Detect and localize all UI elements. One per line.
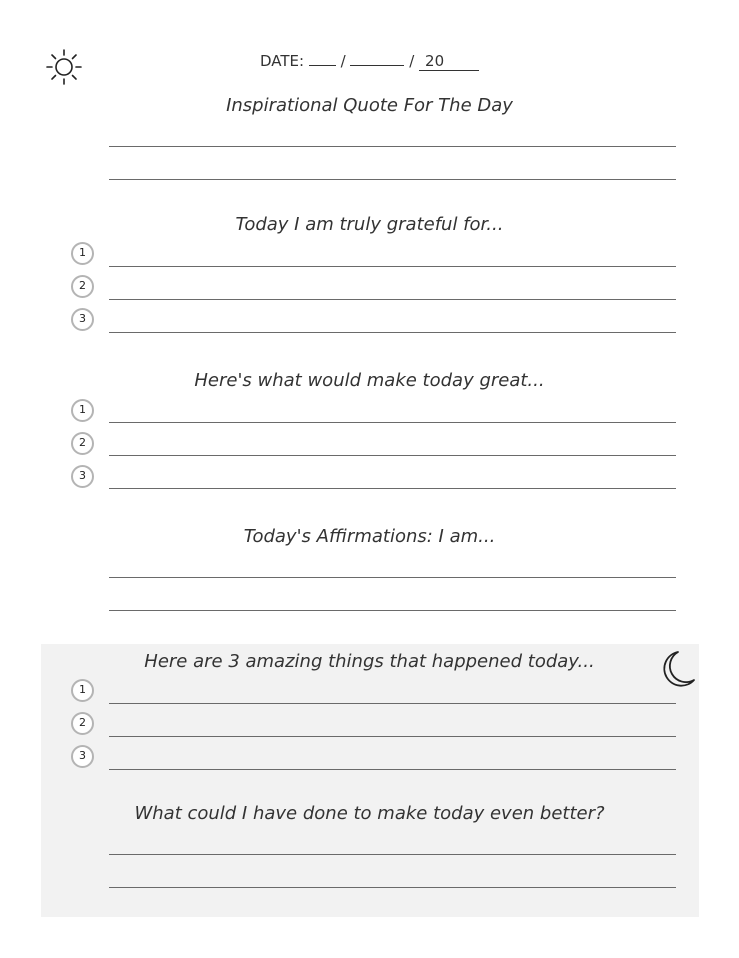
date-year-field[interactable]	[419, 52, 479, 71]
amazing-line-2[interactable]	[109, 736, 676, 737]
amazing-line-3[interactable]	[109, 769, 676, 770]
amazing-number-1: 1	[71, 679, 94, 702]
great-line-2[interactable]	[109, 455, 676, 456]
quote-line-1[interactable]	[109, 146, 676, 147]
great-number-2: 2	[71, 432, 94, 455]
grateful-heading: Today I am truly grateful for...	[235, 214, 504, 235]
better-heading: What could I have done to make today even better?	[134, 803, 605, 824]
great-heading: Here's what would make today great...	[194, 370, 545, 391]
great-line-3[interactable]	[109, 488, 676, 489]
quote-heading: Inspirational Quote For The Day	[226, 95, 513, 116]
amazing-number-2: 2	[71, 712, 94, 735]
date-separator: /	[409, 52, 415, 70]
affirmations-line-1[interactable]	[109, 577, 676, 578]
better-line-1[interactable]	[109, 854, 676, 855]
grateful-line-3[interactable]	[109, 332, 676, 333]
date-month-field[interactable]	[350, 51, 404, 66]
date-line	[0, 51, 739, 71]
great-number-3: 3	[71, 465, 94, 488]
grateful-number-1: 1	[71, 242, 94, 265]
date-separator: /	[340, 52, 346, 70]
affirmations-heading: Today's Affirmations: I am...	[243, 526, 496, 547]
grateful-line-1[interactable]	[109, 266, 676, 267]
grateful-number-2: 2	[71, 275, 94, 298]
great-line-1[interactable]	[109, 422, 676, 423]
amazing-line-1[interactable]	[109, 703, 676, 704]
great-number-1: 1	[71, 399, 94, 422]
affirmations-line-2[interactable]	[109, 610, 676, 611]
grateful-line-2[interactable]	[109, 299, 676, 300]
amazing-heading: Here are 3 amazing things that happened today...	[144, 651, 595, 672]
grateful-number-3: 3	[71, 308, 94, 331]
date-year-prefix: 20	[425, 52, 445, 70]
quote-line-2[interactable]	[109, 179, 676, 180]
evening-panel	[41, 644, 699, 917]
date-day-field[interactable]	[309, 51, 336, 66]
better-line-2[interactable]	[109, 887, 676, 888]
date-label: DATE:	[259, 52, 305, 70]
amazing-number-3: 3	[71, 745, 94, 768]
